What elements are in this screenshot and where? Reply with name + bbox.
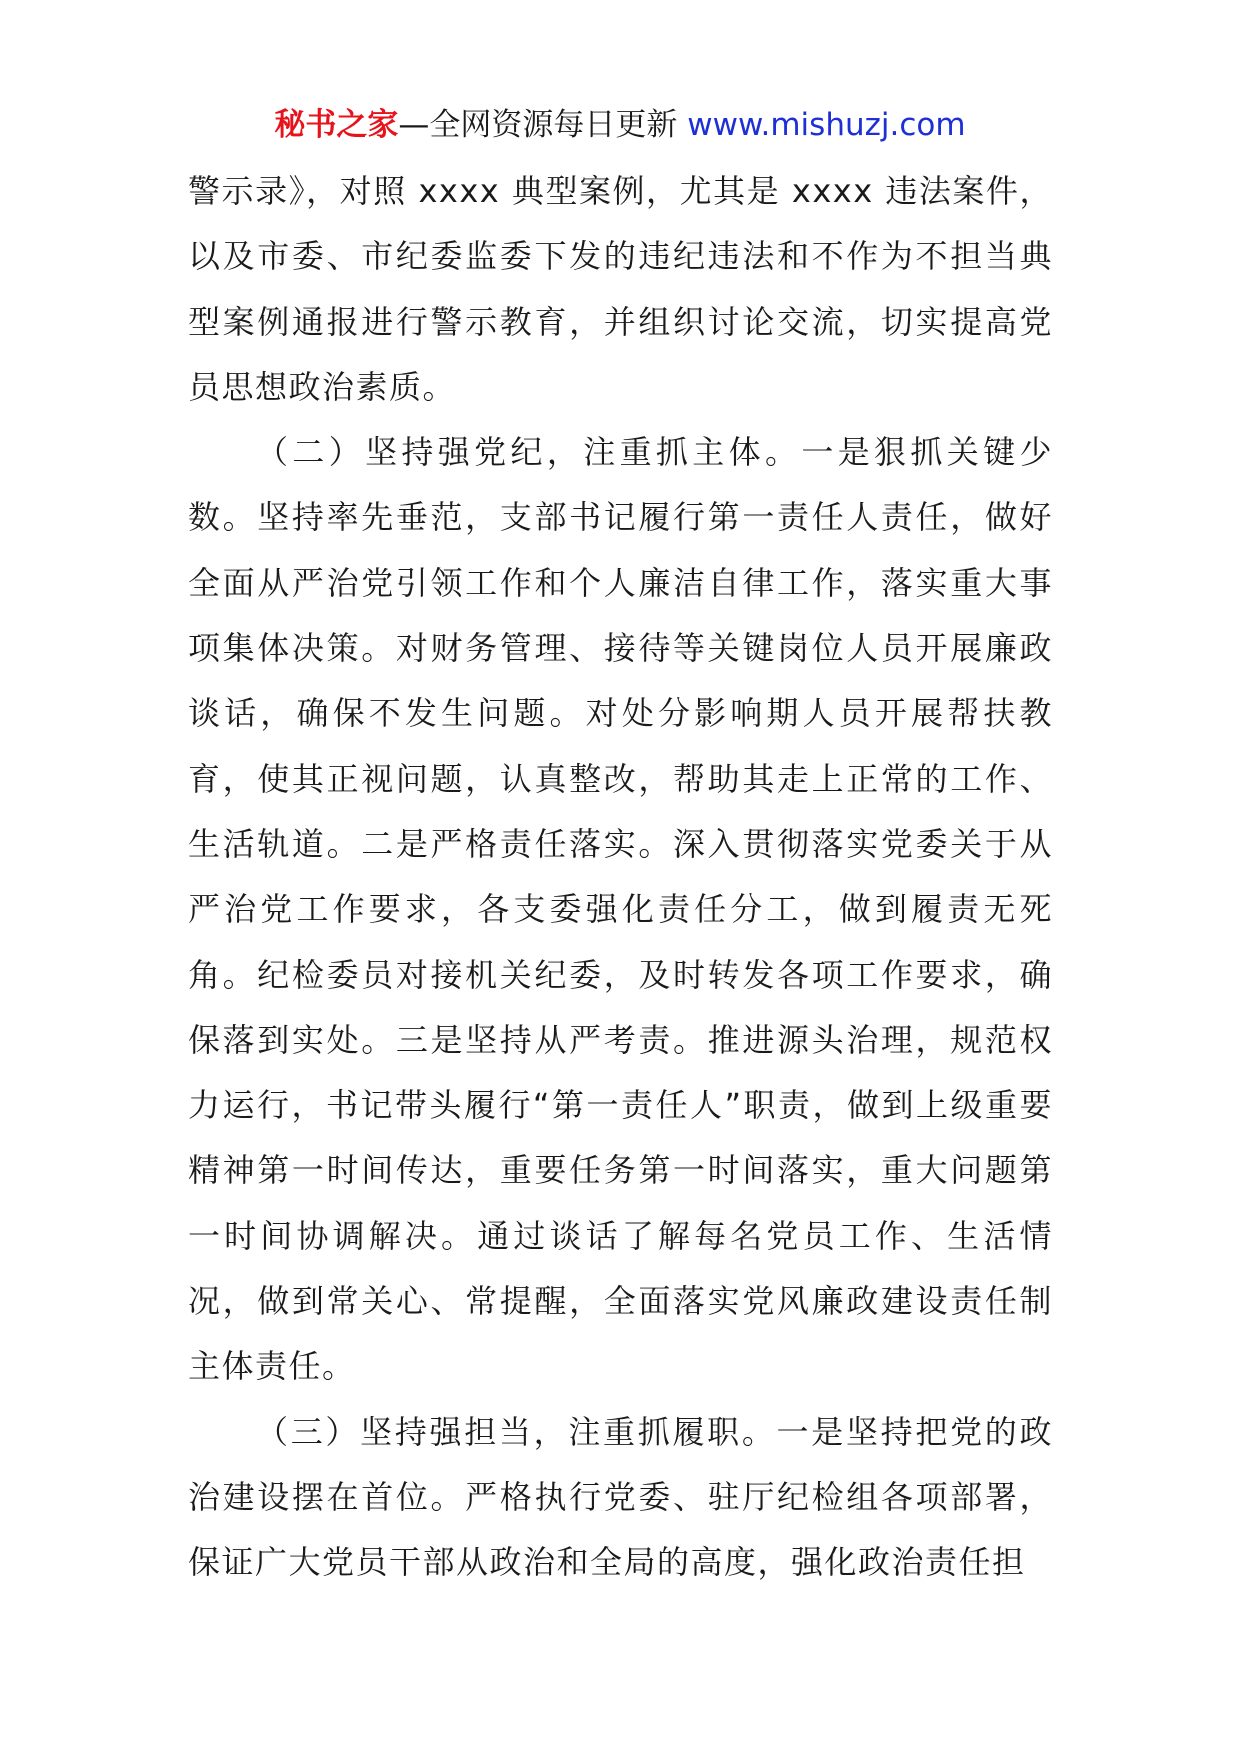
page-header xyxy=(0,100,1240,150)
paragraph-continuation: 警示录》，对照 xxxx 典型案例，尤其是 xxxx 违法案件，以及市委、市纪委监委下发的违纪违法和不作为不担当典型案例通报进行警示教育，并组织讨论交流，切实提高党员思想政治素质。 xyxy=(188,172,1053,406)
header-tagline: —全网资源每日更新 xyxy=(398,107,678,143)
document-body xyxy=(188,159,1053,1596)
brand-name: 秘书之家 xyxy=(274,107,399,143)
paragraph-section-3: （三）坚持强担当，注重抓履职。一是坚持把党的政治建设摆在首位。严格执行党委、驻厅纪检组各项部署，保证广大党员干部从政治和全局的高度，强化政治责任担 xyxy=(188,1412,1053,1582)
paragraph-section-2: （二）坚持强党纪，注重抓主体。一是狠抓关键少数。坚持率先垂范，支部书记履行第一责任人责任，做好全面从严治党引领工作和个人廉洁自律工作，落实重大事项集体决策。对财务管理、接待等关键岗位人员开展廉政谈话，确保不发生问题。对处分影响期人员开展帮扶教育，使其正视问题，认真整改，帮助其走上正常的工作、生活轨道。二是严格责任落实。深入贯彻落实党委关于从严治党工作要求，各支委强化责任分工，做到履责无死角。纪检委员对接机关纪委，及时转发各项工作要求，确保落到实处。三是坚持从严考责。推进源头治理，规范权力运行，书记带头履行“第一责任人”职责，做到上级重要精神第一时间传达，重要任务第一时间落实，重大问题第一时间协调解决。通过谈话了解每名党员工作、生活情况，做到常关心、常提醒，全面落实党风廉政建设责任制主体责任。 xyxy=(188,433,1053,1386)
website-link[interactable]: www.mishuzj.com xyxy=(687,107,966,143)
